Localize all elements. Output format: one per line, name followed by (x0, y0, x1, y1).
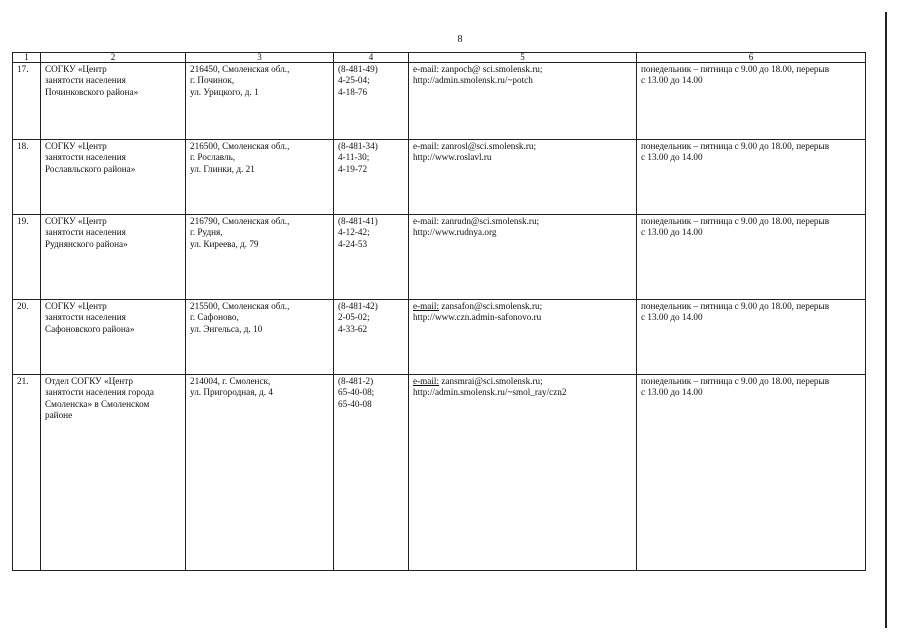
email-label: e-mail: (413, 141, 440, 151)
address: 216790, Смоленская обл., г. Рудня, ул. Киреева, д. 79 (186, 215, 334, 300)
phones: (8-481-41) 4-12-42; 4-24-53 (334, 215, 409, 300)
column-header: 2 (41, 53, 186, 63)
center-name: СОГКУ «Центр занятости населения Руднянского района» (41, 215, 186, 300)
row-number: 20. (13, 300, 41, 375)
working-hours: понедельник – пятница с 9.00 до 18.00, перерыв с 13.00 до 14.00 (637, 300, 866, 375)
table-row (13, 140, 866, 215)
working-hours: понедельник – пятница с 9.00 до 18.00, перерыв с 13.00 до 14.00 (637, 215, 866, 300)
center-name: СОГКУ «Центр занятости населения Рославльского района» (41, 140, 186, 215)
address: 215500, Смоленская обл., г. Сафоново, ул. Энгельса, д. 10 (186, 300, 334, 375)
column-header: 4 (334, 53, 409, 63)
address: 214004, г. Смоленск, ул. Пригородная, д. 4 (186, 375, 334, 571)
row-number: 19. (13, 215, 41, 300)
table-row (13, 63, 866, 140)
row-number: 18. (13, 140, 41, 215)
column-header: 6 (637, 53, 866, 63)
email-link[interactable]: zansafon@sci.smolensk.ru; (441, 301, 543, 311)
row-number: 21. (13, 375, 41, 571)
address: 216450, Смоленская обл., г. Починок, ул. Урицкого, д. 1 (186, 63, 334, 140)
phones: (8-481-42) 2-05-02; 4-33-62 (334, 300, 409, 375)
working-hours: понедельник – пятница с 9.00 до 18.00, перерыв с 13.00 до 14.00 (637, 140, 866, 215)
email-link[interactable]: zanrosl@sci.smolensk.ru; (441, 141, 537, 151)
table-row (13, 215, 866, 300)
email-label: e-mail: (413, 376, 440, 386)
phones: (8-481-34) 4-11-30; 4-19-72 (334, 140, 409, 215)
email-label: e-mail: (413, 216, 440, 226)
contacts (409, 140, 637, 215)
contacts (409, 215, 637, 300)
column-header: 3 (186, 53, 334, 63)
row-number: 17. (13, 63, 41, 140)
website-link[interactable]: http://www.czn.admin-safonovo.ru (413, 312, 542, 323)
column-header: 1 (13, 53, 41, 63)
center-name: СОГКУ «Центр занятости населения Сафоновского района» (41, 300, 186, 375)
website-link[interactable]: http://admin.smolensk.ru/~smol_ray/czn2 (413, 387, 567, 398)
contacts (409, 63, 637, 140)
table-row (13, 375, 866, 571)
table-row (13, 300, 866, 375)
website-link[interactable]: http://www.rudnya.org (413, 227, 497, 238)
website-link[interactable]: http://www.roslavl.ru (413, 152, 492, 163)
phones: (8-481-49) 4-25-04; 4-18-76 (334, 63, 409, 140)
working-hours: понедельник – пятница с 9.00 до 18.00, перерыв с 13.00 до 14.00 (637, 375, 866, 571)
email-label: e-mail: (413, 301, 440, 311)
email-link[interactable]: zanpoch@ sci.smolensk.ru; (441, 64, 543, 74)
address: 216500, Смоленская обл., г. Рославль, ул. Глинки, д. 21 (186, 140, 334, 215)
page-number: 8 (457, 34, 463, 45)
column-number-row (13, 53, 866, 63)
center-name: СОГКУ «Центр занятости населения Починковского района» (41, 63, 186, 140)
email-label: e-mail: (413, 64, 440, 74)
right-margin-rule (885, 12, 887, 628)
column-header: 5 (409, 53, 637, 63)
contacts-table (12, 52, 866, 571)
phones: (8-481-2) 65-40-08; 65-40-08 (334, 375, 409, 571)
email-link[interactable]: zanrudn@sci.smolensk.ru; (441, 216, 540, 226)
contacts (409, 300, 637, 375)
website-link[interactable]: http://admin.smolensk.ru/~potch (413, 75, 533, 86)
center-name: Отдел СОГКУ «Центр занятости населения города Смоленска» в Смоленском районе (41, 375, 186, 571)
email-link[interactable]: zansmrai@sci.smolensk.ru; (441, 376, 543, 386)
contacts (409, 375, 637, 571)
working-hours: понедельник – пятница с 9.00 до 18.00, перерыв с 13.00 до 14.00 (637, 63, 866, 140)
